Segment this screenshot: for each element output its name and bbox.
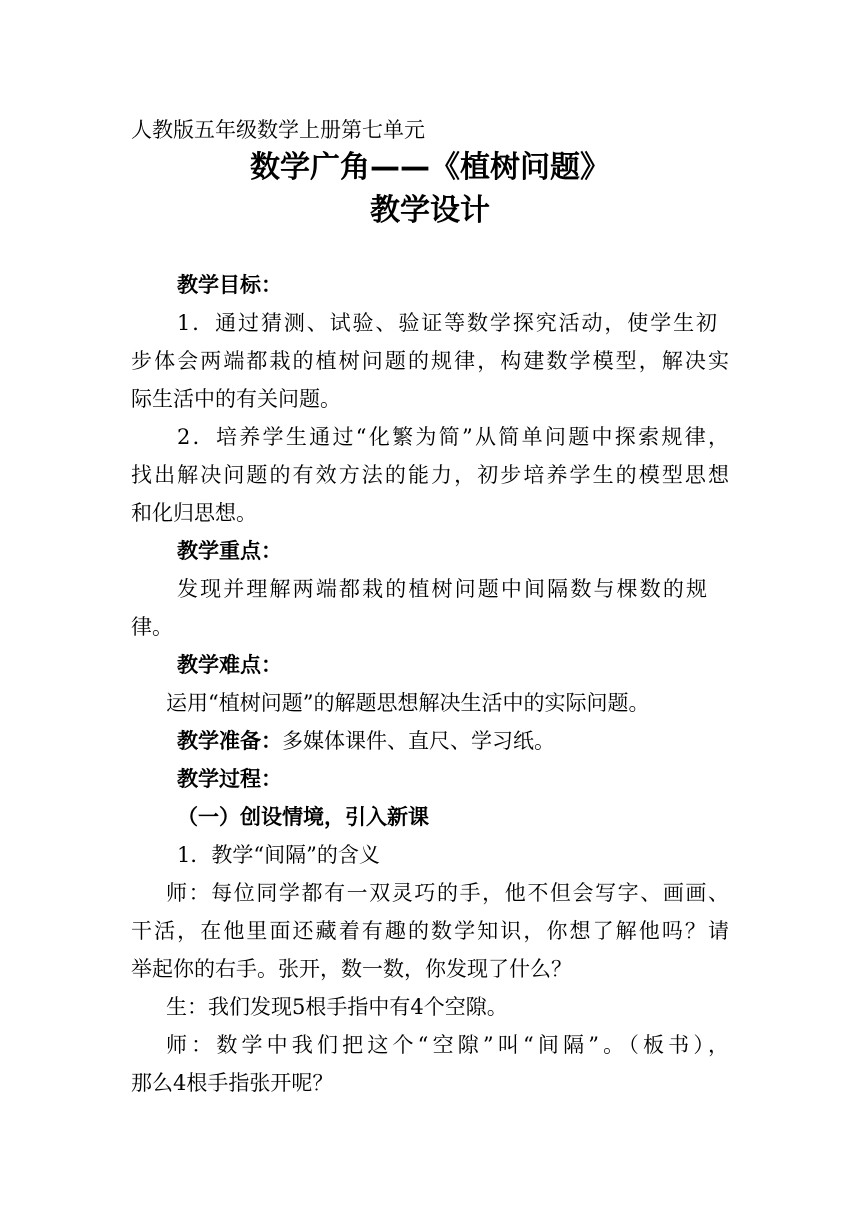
- document-subtitle: 人教版五年级数学上册第七单元: [131, 118, 425, 142]
- key-points-line-1: 发现并理解两端都栽的植树问题中间隔数与棵数的规: [177, 577, 707, 601]
- preparation-label: 教学准备：: [177, 729, 282, 753]
- objective-1-line-1: 1．通过猜测、试验、验证等数学探究活动，使学生初: [177, 311, 717, 335]
- teacher-line-3: 举起你的右手。张开，数一数，你发现了什么？: [131, 957, 572, 981]
- difficulties-heading: 教学难点：: [177, 653, 282, 677]
- teacher2-line-1: 师：数学中我们把这个“空隙”叫“间隔”。（板书），: [166, 1033, 729, 1057]
- teacher-line-2: 干活，在他里面还藏着有趣的数学知识，你想了解他吗？请: [131, 919, 729, 943]
- section-heading-1: （一）创设情境，引入新课: [177, 805, 429, 829]
- objectives-heading: 教学目标：: [177, 273, 282, 297]
- teacher2-line-2: 那么4根手指张开呢？: [131, 1071, 334, 1095]
- difficulties-text: 运用“植树问题”的解题思想解决生活中的实际问题。: [166, 691, 650, 715]
- key-points-heading: 教学重点：: [177, 539, 282, 563]
- preparation-text: 多媒体课件、直尺、学习纸。: [282, 729, 555, 753]
- teacher-line-1: 师：每位同学都有一双灵巧的手，他不但会写字、画画、: [166, 881, 729, 905]
- student-line-1: 生：我们发现5根手指中有4个空隙。: [166, 995, 508, 1019]
- step-1-heading: 1．教学“间隔”的含义: [177, 843, 380, 867]
- document-title: 数学广角——《植树问题》: [250, 150, 610, 185]
- document-subtitle-design: 教学设计: [370, 193, 490, 228]
- key-points-line-2: 律。: [131, 615, 173, 639]
- objective-1-line-2: 步体会两端都栽的植树问题的规律，构建数学模型，解决实: [131, 349, 729, 373]
- objective-2-line-1: 2．培养学生通过“化繁为简”从简单问题中探索规律，: [177, 425, 729, 449]
- process-heading: 教学过程：: [177, 767, 282, 791]
- objective-2-line-3: 和化归思想。: [131, 501, 257, 525]
- preparation-line: [177, 724, 555, 758]
- objective-2-line-2: 找出解决问题的有效方法的能力，初步培养学生的模型思想: [131, 463, 729, 487]
- objective-1-line-3: 际生活中的有关问题。: [131, 387, 341, 411]
